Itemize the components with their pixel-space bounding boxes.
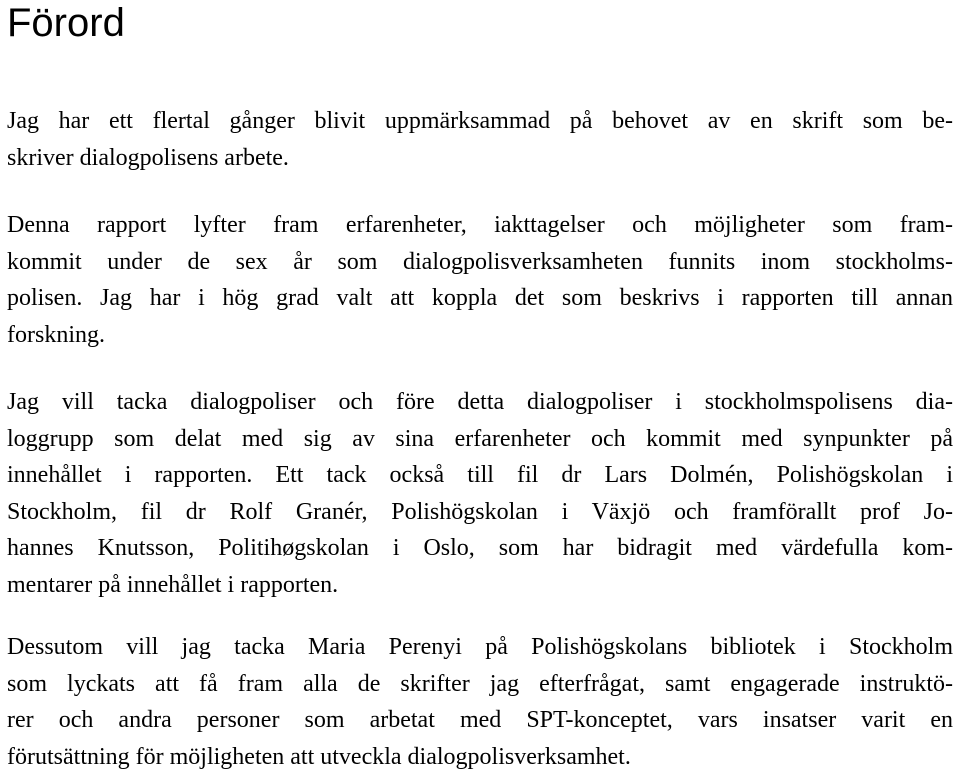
text-line: hannes Knutsson, Politihøgskolan i Oslo, som har bidragit med värdefulla kom- xyxy=(7,530,953,567)
text-line: Jag har ett flertal gånger blivit uppmärksammad på behovet av en skrift som be- xyxy=(7,103,953,140)
text-line: skriver dialogpolisens arbete. xyxy=(7,140,953,177)
page-title: Förord xyxy=(7,0,125,46)
text-line: innehållet i rapporten. Ett tack också till fil dr Lars Dolmén, Polishögskolan i xyxy=(7,457,953,494)
text-line: forskning. xyxy=(7,317,953,354)
text-line: Stockholm, fil dr Rolf Granér, Polishögskolan i Växjö och framförallt prof Jo- xyxy=(7,494,953,531)
text-line: kommit under de sex år som dialogpolisverksamheten funnits inom stockholms- xyxy=(7,244,953,281)
text-line: förutsättning för möjligheten att utveckla dialogpolisverksamhet. xyxy=(7,739,953,775)
text-line: polisen. Jag har i hög grad valt att koppla det som beskrivs i rapporten till annan xyxy=(7,280,953,317)
text-line: loggrupp som delat med sig av sina erfarenheter och kommit med synpunkter på xyxy=(7,421,953,458)
text-line: Dessutom vill jag tacka Maria Perenyi på Polishögskolans bibliotek i Stockholm xyxy=(7,629,953,666)
text-line: mentarer på innehållet i rapporten. xyxy=(7,567,953,604)
paragraph-3 xyxy=(7,384,953,603)
paragraph-4 xyxy=(7,629,953,775)
text-line: rer och andra personer som arbetat med SPT-konceptet, vars insatser varit en xyxy=(7,702,953,739)
paragraph-1 xyxy=(7,103,953,176)
text-line: som lyckats att få fram alla de skrifter jag efterfrågat, samt engagerade instruktö- xyxy=(7,666,953,703)
text-line: Denna rapport lyfter fram erfarenheter, iakttagelser och möjligheter som fram- xyxy=(7,207,953,244)
paragraph-2 xyxy=(7,207,953,353)
text-line: Jag vill tacka dialogpoliser och före detta dialogpoliser i stockholmspolisens dia- xyxy=(7,384,953,421)
